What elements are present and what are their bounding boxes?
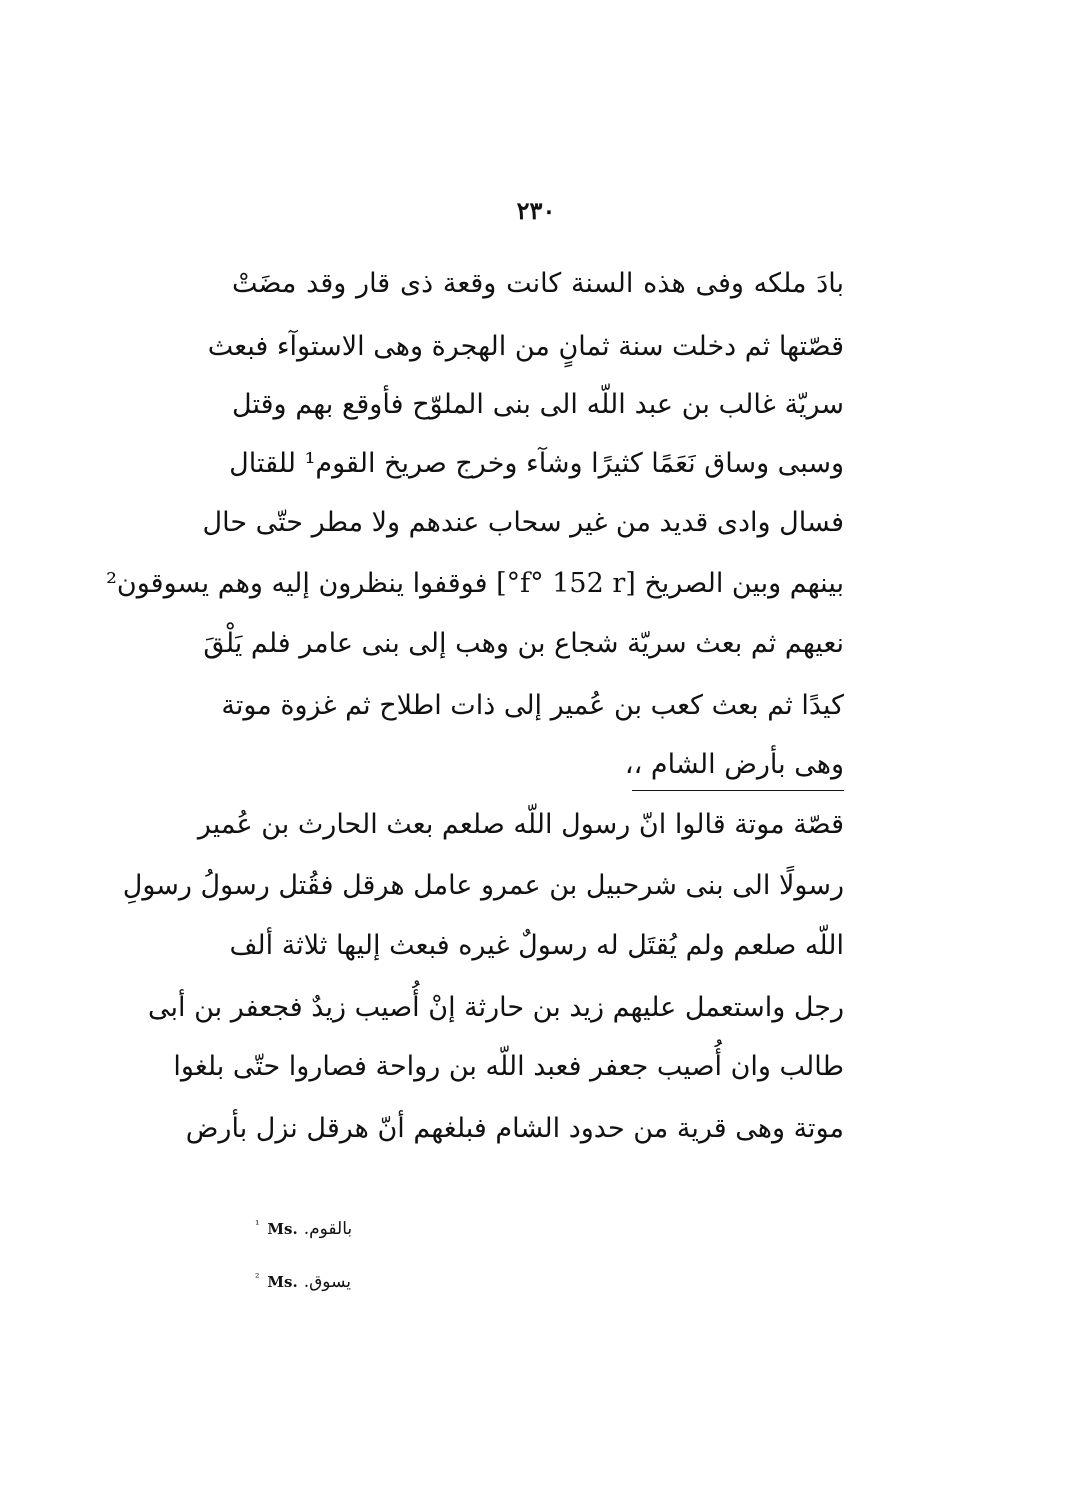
footnote-marker: ² xyxy=(255,1271,260,1284)
text-line-3: سريّة غالب بن عبد اللّه الى بنى الملوّح فأوقع بهم وقتل xyxy=(232,389,844,420)
footnote-reading: بالقوم. xyxy=(303,1219,353,1239)
text-line-14: طالب وان أُصيب جعفر فعبد اللّه بن رواحة فصاروا حتّى بلغوا xyxy=(173,1051,844,1082)
text-line-15: موتة وهى قرية من حدود الشام فبلغهم أنّ هرقل نزل بأرض xyxy=(185,1113,844,1144)
text-line-5: فسال وادى قديد من غير سحاب عندهم ولا مطر حتّى حال xyxy=(202,507,844,538)
text-line-9: وهى بأرض الشام ،، xyxy=(624,749,844,780)
text-line-6: بينهم وبين الصريخ [f° 152 r°] فوقفوا ينظرون إليه وهم يسوقون² xyxy=(106,568,844,599)
text-line-10: قصّة موتة قالوا انّ رسول اللّه صلعم بعث الحارث بن عُمير xyxy=(197,809,844,840)
section-divider-rule xyxy=(632,790,844,791)
text-line-1: بادَ ملكه وفى هذه السنة كانت وقعة ذى قار وقد مضَتْ xyxy=(232,268,844,299)
text-line-8: كيدًا ثم بعث كعب بن عُمير إلى ذات اطلاح ثم غزوة موتة xyxy=(221,690,844,721)
text-line-13: رجل واستعمل عليهم زيد بن حارثة إنْ أُصيب زيدٌ فجعفر بن أبى xyxy=(148,992,844,1023)
footnote-reading: يسوق. xyxy=(303,1272,351,1292)
text-line-12: اللّه صلعم ولم يُقتَل له رسولٌ غيره فبعث إليها ثلاثة ألف xyxy=(229,930,844,961)
text-line-4: وسبى وساق نَعَمًا كثيرًا وشآء وخرج صريخ القوم¹ للقتال xyxy=(229,448,844,479)
footnote-ms-label: Ms. xyxy=(267,1220,298,1238)
text-line-7: نعيهم ثم بعث سريّة شجاع بن وهب إلى بنى عامر فلم يَلْقَ xyxy=(203,628,844,659)
footnote-ms-label: Ms. xyxy=(267,1273,298,1291)
page-number: ٢٣٠ xyxy=(516,196,556,225)
text-line-2: قصّتها ثم دخلت سنة ثمانٍ من الهجرة وهى الاستوآء فبعث xyxy=(207,331,844,362)
footnote-1 xyxy=(255,1213,352,1237)
text-line-11: رسولًا الى بنى شرحبيل بن عمرو عامل هرقل فقُتل رسولُ رسولِ xyxy=(122,870,844,901)
footnote-2 xyxy=(255,1266,351,1290)
footnote-marker: ¹ xyxy=(255,1218,260,1231)
